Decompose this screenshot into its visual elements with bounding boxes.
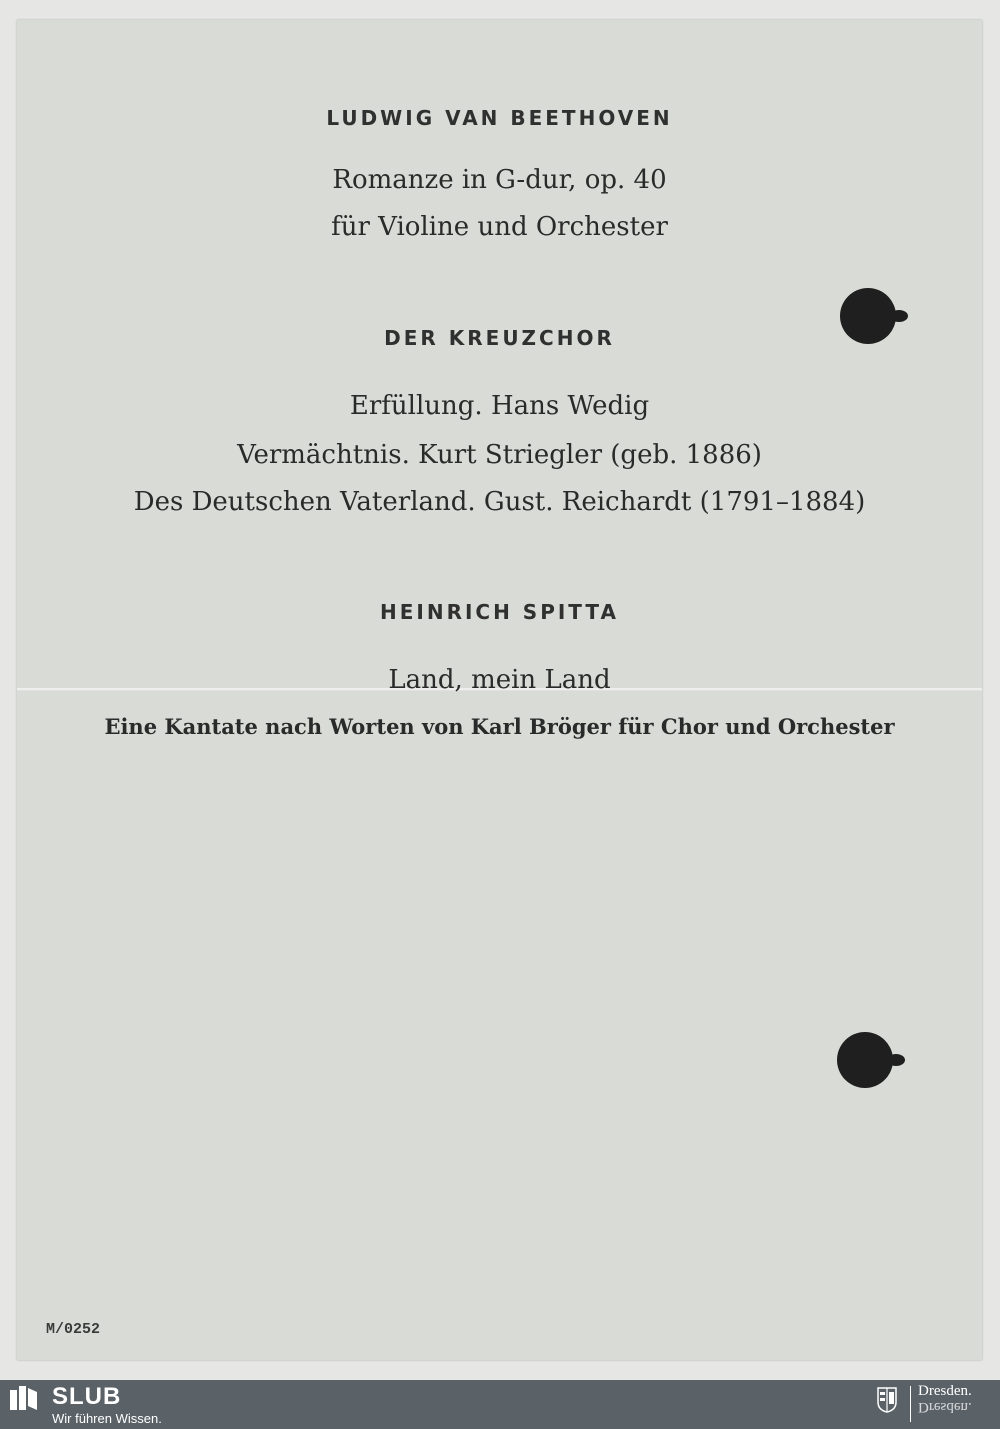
footer-divider [910, 1386, 911, 1422]
brand-name: SLUB [52, 1383, 122, 1410]
brand-slogan: Wir führen Wissen. [52, 1411, 162, 1426]
cantata-title: Land, mein Land [388, 665, 611, 695]
work-title-line: Romanze in G-dur, op. 40 [332, 165, 667, 195]
performer-heading-kreuzchor: DER KREUZCHOR [384, 326, 615, 350]
composer-heading-beethoven: LUDWIG VAN BEETHOVEN [326, 106, 673, 130]
work-title-line: Vermächtnis. Kurt Striegler (geb. 1886) [237, 440, 762, 470]
work-title-line: Erfüllung. Hans Wedig [349, 391, 650, 421]
city-logo-text: Dresden. [918, 1383, 972, 1399]
punch-hole-bottom [837, 1032, 893, 1088]
cantata-subtitle: Eine Kantate nach Worten von Karl Bröger für Chor und Orchester [104, 714, 895, 739]
city-logo-mirror: Dresden. [918, 1399, 972, 1415]
work-title-line: Des Deutschen Vaterland. Gust. Reichardt (1791–1884) [133, 487, 866, 517]
slub-logo-icon [10, 1386, 40, 1412]
composer-heading-spitta: HEINRICH SPITTA [380, 600, 619, 624]
program-page [17, 20, 982, 1360]
shelfmark: M/0252 [46, 1321, 101, 1338]
dresden-crest-icon [877, 1387, 897, 1413]
city-logo [918, 1384, 972, 1414]
work-title-line: für Violine und Orchester [331, 212, 668, 242]
footer-bar [0, 1380, 1000, 1429]
